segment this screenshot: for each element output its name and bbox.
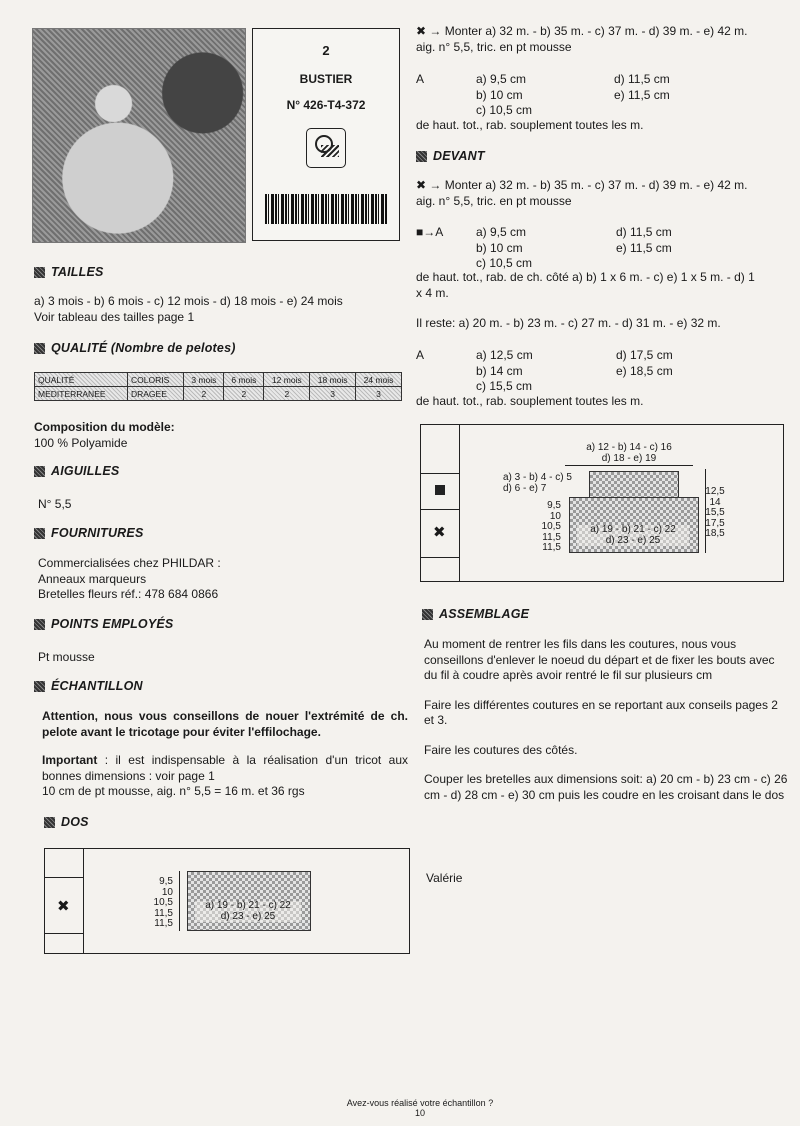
pattern-card [252,28,400,241]
echantillon-attention: Attention, nous vous conseillons de nouer l'extrémité de ch. pelote avant le tricotage pour éviter l'effilochage. [42,709,408,739]
dos-heading: DOS [44,815,89,829]
section-square-icon [34,466,45,477]
signature: Valérie [426,871,463,885]
aiguilles-heading: AIGUILLES [34,464,119,478]
points-value: Pt mousse [38,650,95,664]
dos-letter-a: A [416,72,425,86]
assemblage-text: Au moment de rentrer les fils dans les coutures, nous vous conseillons d'enlever le noeud du départ et de fixer les bouts avec du fil à coudre après avoir rentré le fil sur plusieurs cm Faire les différentes coutures en se reportant aux conseils pages 2 et 3. Faire les coutures des côtés. Couper les bretelles aux dimensions soit: a) 20 cm - b) 23 cm - c) 26 cm - d) 28 cm - e) 30 cm puis les coudre en les croisant dans le dos [424,637,788,802]
section-square-icon [34,267,45,278]
fournitures-text: Commercialisées chez PHILDAR : Anneaux marqueurs Bretelles fleurs réf.: 478 684 0866 [38,556,221,601]
filled-square-icon [435,485,445,495]
echantillon-heading: ÉCHANTILLON [34,679,143,693]
devant-instructions: ✖ → Monter a) 32 m. - b) 35 m. - c) 37 m. - d) 39 m. - e) 42 m. aig. n° 5,5, tric. en pt mousse [416,178,748,208]
section-square-icon [422,609,433,620]
difficulty-icon [306,128,346,168]
section-square-icon [34,681,45,692]
section-square-icon [34,619,45,630]
footer: Avez-vous réalisé votre échantillon ? 10 [300,1098,540,1118]
devant-col1: a) 9,5 cm b) 10 cm c) 10,5 cm [476,225,533,270]
dos-heights: 9,5 10 10,5 11,5 11,5 [153,876,173,929]
tailles-text: a) 3 mois - b) 6 mois - c) 12 mois - d) 18 mois - e) 24 mois Voir tableau des tailles page 1 [34,294,343,324]
pattern-name: BUSTIER [299,72,353,86]
points-heading: POINTS EMPLOYÉS [34,617,173,631]
qualite-heading: QUALITÉ (Nombre de pelotes) [34,341,236,355]
devant-top-width: a) 12 - b) 14 - c) 16 d) 18 - e) 19 [586,442,672,464]
assemblage-heading: ASSEMBLAGE [422,607,529,621]
dos-schema [44,848,410,954]
pattern-number: 2 [322,43,330,58]
page-number: 10 [414,1108,425,1118]
aiguilles-value: N° 5,5 [38,497,72,511]
devant-right-heights: 12,5 14 15,5 17,5 18,5 [705,486,725,539]
dos-col1: a) 9,5 cm b) 10 cm c) 10,5 cm [476,72,533,117]
dos-col2: d) 11,5 cm e) 11,5 cm [614,72,670,102]
stitch-symbol-icon: ✖ [433,524,446,541]
devant-haut: de haut. tot., rab. de ch. côté a) b) 1 x 6 m. - c) e) 1 x 5 m. - d) 1 x 4 m. [416,270,755,300]
qualite-table [34,372,402,401]
devant-schema [420,424,784,582]
table-header-row: QUALITÉ COLORIS 3 mois 6 mois 12 mois 18 mois 24 mois [35,373,402,387]
devant-letter-a: ■→A [416,225,444,239]
devant-letter-a2: A [416,348,425,362]
section-square-icon [416,151,427,162]
devant-left-heights: 9,5 10 10,5 11,5 11,5 [541,500,561,553]
section-square-icon [34,528,45,539]
devant-col2: d) 11,5 cm e) 11,5 cm [616,225,672,255]
stitch-symbol-icon: ✖ [416,178,430,192]
dos-haut: de haut. tot., rab. souplement toutes les m. [416,118,644,132]
tailles-heading: TAILLES [34,265,104,279]
fournitures-heading: FOURNITURES [34,526,143,540]
stitch-symbol-icon: ✖ [57,898,70,915]
echantillon-important: Important : il est indispensable à la réalisation d'un tricot aux bonnes dimensions : voir page 1 10 cm de pt mousse, aig. n° 5,5 = 16 m. et 36 rgs [42,753,408,798]
devant-side-width: a) 3 - b) 4 - c) 5 d) 6 - e) 7 [503,472,572,494]
devant-bottom-width: a) 19 - b) 21 - c) 22 d) 23 - e) 25 [577,525,689,546]
devant-col4: d) 17,5 cm e) 18,5 cm [616,348,673,378]
devant-reste: Il reste: a) 20 m. - b) 23 m. - c) 27 m. - d) 31 m. - e) 32 m. [416,316,721,330]
composition: Composition du modèle: 100 % Polyamide [34,420,175,450]
devant-heading: DEVANT [416,149,485,163]
stitch-symbol-icon: ✖ [416,24,430,38]
section-square-icon [34,343,45,354]
dos-instructions: ✖ → Monter a) 32 m. - b) 35 m. - c) 37 m. - d) 39 m. - e) 42 m. aig. n° 5,5, tric. en pt mousse [416,24,748,54]
product-photo [32,28,246,243]
barcode [265,194,387,224]
devant-haut3: de haut. tot., rab. souplement toutes les m. [416,394,644,408]
section-square-icon [44,817,55,828]
dos-widths: a) 19 - b) 21 - c) 22 d) 23 - e) 25 [195,901,301,922]
devant-col3: a) 12,5 cm b) 14 cm c) 15,5 cm [476,348,533,393]
table-row: MEDITERRANEE DRAGEE 2 2 2 3 3 [35,387,402,401]
pattern-ref: N° 426-T4-372 [286,98,366,112]
filled-square-icon: ■ [416,225,424,239]
